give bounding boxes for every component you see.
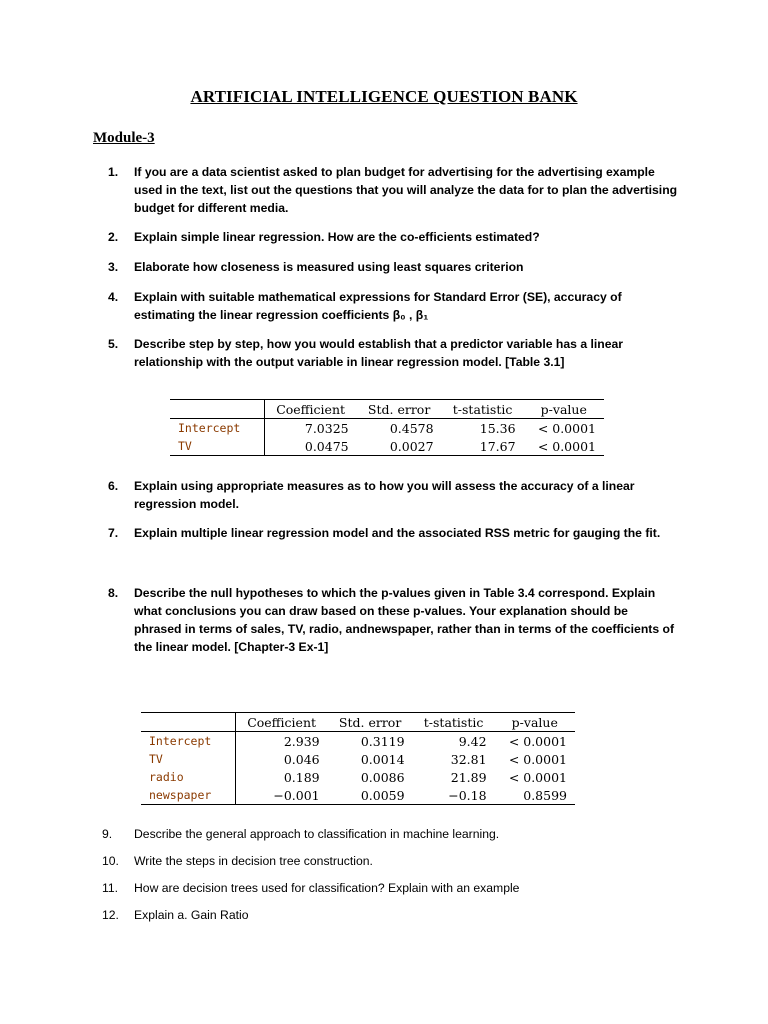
cell-std-error: 0.0014 [360, 751, 405, 767]
question-text: Write the steps in decision tree construction. [134, 854, 373, 868]
question-text: Describe step by step, how you would establish that a predictor variable has a linear relationship with the output variable in linear regression model. [Table 3.1] [134, 337, 623, 369]
col-header: Std. error [338, 714, 402, 730]
table-row [141, 786, 575, 805]
row-label: radio [141, 768, 235, 786]
col-header: Coefficient [247, 714, 317, 730]
cell-coefficient: 7.0325 [304, 420, 349, 436]
question-10 [102, 852, 678, 870]
cell-p-value: < 0.0001 [508, 751, 567, 767]
question-12 [102, 906, 678, 924]
question-number: 2. [108, 230, 119, 244]
question-number: 11. [102, 881, 119, 895]
col-header: p-value [511, 714, 558, 730]
cell-std-error: 0.0027 [389, 438, 434, 454]
cell-coefficient: 2.939 [283, 733, 320, 749]
question-text: Explain multiple linear regression model and the associated RSS metric for gauging the fit. [134, 526, 661, 540]
table-header-row [141, 713, 575, 732]
table-header-row [170, 400, 604, 419]
question-text: Explain simple linear regression. How are the co-efficients estimated? [134, 230, 540, 244]
question-number: 4. [108, 290, 119, 304]
question-text: Describe the general approach to classification in machine learning. [134, 827, 500, 841]
col-header: t-statistic [423, 714, 484, 730]
question-text: Explain with suitable mathematical expressions for Standard Error (SE), accuracy of estimating the linear regression coefficients β₀ , β₁ [134, 290, 622, 322]
question-number: 12. [102, 908, 119, 922]
table-row [141, 732, 575, 751]
table-row [141, 768, 575, 786]
row-label: Intercept [170, 419, 264, 438]
cell-coefficient: 0.046 [283, 751, 320, 767]
row-label: TV [170, 437, 264, 456]
cell-p-value: < 0.0001 [508, 733, 567, 749]
row-label: newspaper [141, 786, 235, 805]
table-corner [170, 400, 264, 419]
cell-std-error: 0.4578 [389, 420, 434, 436]
row-label: TV [141, 750, 235, 768]
cell-t-statistic: 9.42 [458, 733, 487, 749]
question-number: 5. [108, 337, 119, 351]
question-text: If you are a data scientist asked to plan budget for advertising for the advertising example used in the text, list out the questions that you will analyze the data for to plan the advertising budget for different media. [134, 165, 678, 215]
module-heading: Module-3 [93, 130, 155, 146]
cell-std-error: 0.0086 [360, 769, 405, 785]
cell-p-value: 0.8599 [523, 787, 567, 803]
question-6 [108, 477, 678, 513]
table-row [170, 437, 604, 456]
question-text: How are decision trees used for classification? Explain with an example [134, 881, 520, 895]
question-number: 6. [108, 479, 119, 493]
cell-p-value: < 0.0001 [537, 420, 596, 436]
table-corner [141, 713, 235, 732]
cell-t-statistic: 32.81 [450, 751, 487, 767]
question-number: 9. [102, 827, 113, 841]
question-7 [108, 524, 678, 542]
col-header: t-statistic [452, 401, 513, 417]
question-4 [108, 288, 678, 324]
col-header: p-value [540, 401, 587, 417]
cell-std-error: 0.0059 [360, 787, 405, 803]
cell-coefficient: −0.001 [273, 787, 320, 803]
question-9 [102, 825, 678, 843]
question-number: 7. [108, 526, 119, 540]
table-row [170, 419, 604, 438]
question-11 [102, 879, 678, 897]
cell-t-statistic: 17.67 [479, 438, 516, 454]
question-number: 3. [108, 260, 119, 274]
question-text: Explain using appropriate measures as to how you will assess the accuracy of a linear regression model. [134, 479, 635, 511]
question-text: Elaborate how closeness is measured using least squares criterion [134, 260, 524, 274]
cell-p-value: < 0.0001 [537, 438, 596, 454]
col-header: Std. error [367, 401, 431, 417]
question-text: Explain a. Gain Ratio [134, 908, 249, 922]
question-number: 10. [102, 854, 119, 868]
regression-table-3-1 [170, 399, 604, 456]
cell-t-statistic: −0.18 [448, 787, 487, 803]
cell-p-value: < 0.0001 [508, 769, 567, 785]
regression-table-3-4 [141, 712, 575, 805]
question-1 [108, 163, 678, 217]
col-header: Coefficient [276, 401, 346, 417]
question-number: 1. [108, 165, 119, 179]
cell-std-error: 0.3119 [360, 733, 405, 749]
question-2 [108, 228, 678, 246]
cell-t-statistic: 21.89 [450, 769, 487, 785]
cell-t-statistic: 15.36 [479, 420, 516, 436]
question-number: 8. [108, 586, 119, 600]
row-label: Intercept [141, 732, 235, 751]
question-8 [108, 584, 678, 656]
cell-coefficient: 0.0475 [304, 438, 349, 454]
question-5 [108, 335, 678, 371]
page-title: ARTIFICIAL INTELLIGENCE QUESTION BANK [190, 87, 578, 106]
question-3 [108, 258, 678, 276]
table-row [141, 750, 575, 768]
question-text: Describe the null hypotheses to which the p-values given in Table 3.4 correspond. Explain what conclusions you can draw based on these p-values. Your explanation should be phrased in terms of sales, TV, radio, andnewspaper, rather than in terms of the coefficients of the linear model. [Chapter-3 Ex-1] [134, 586, 674, 654]
cell-coefficient: 0.189 [283, 769, 320, 785]
